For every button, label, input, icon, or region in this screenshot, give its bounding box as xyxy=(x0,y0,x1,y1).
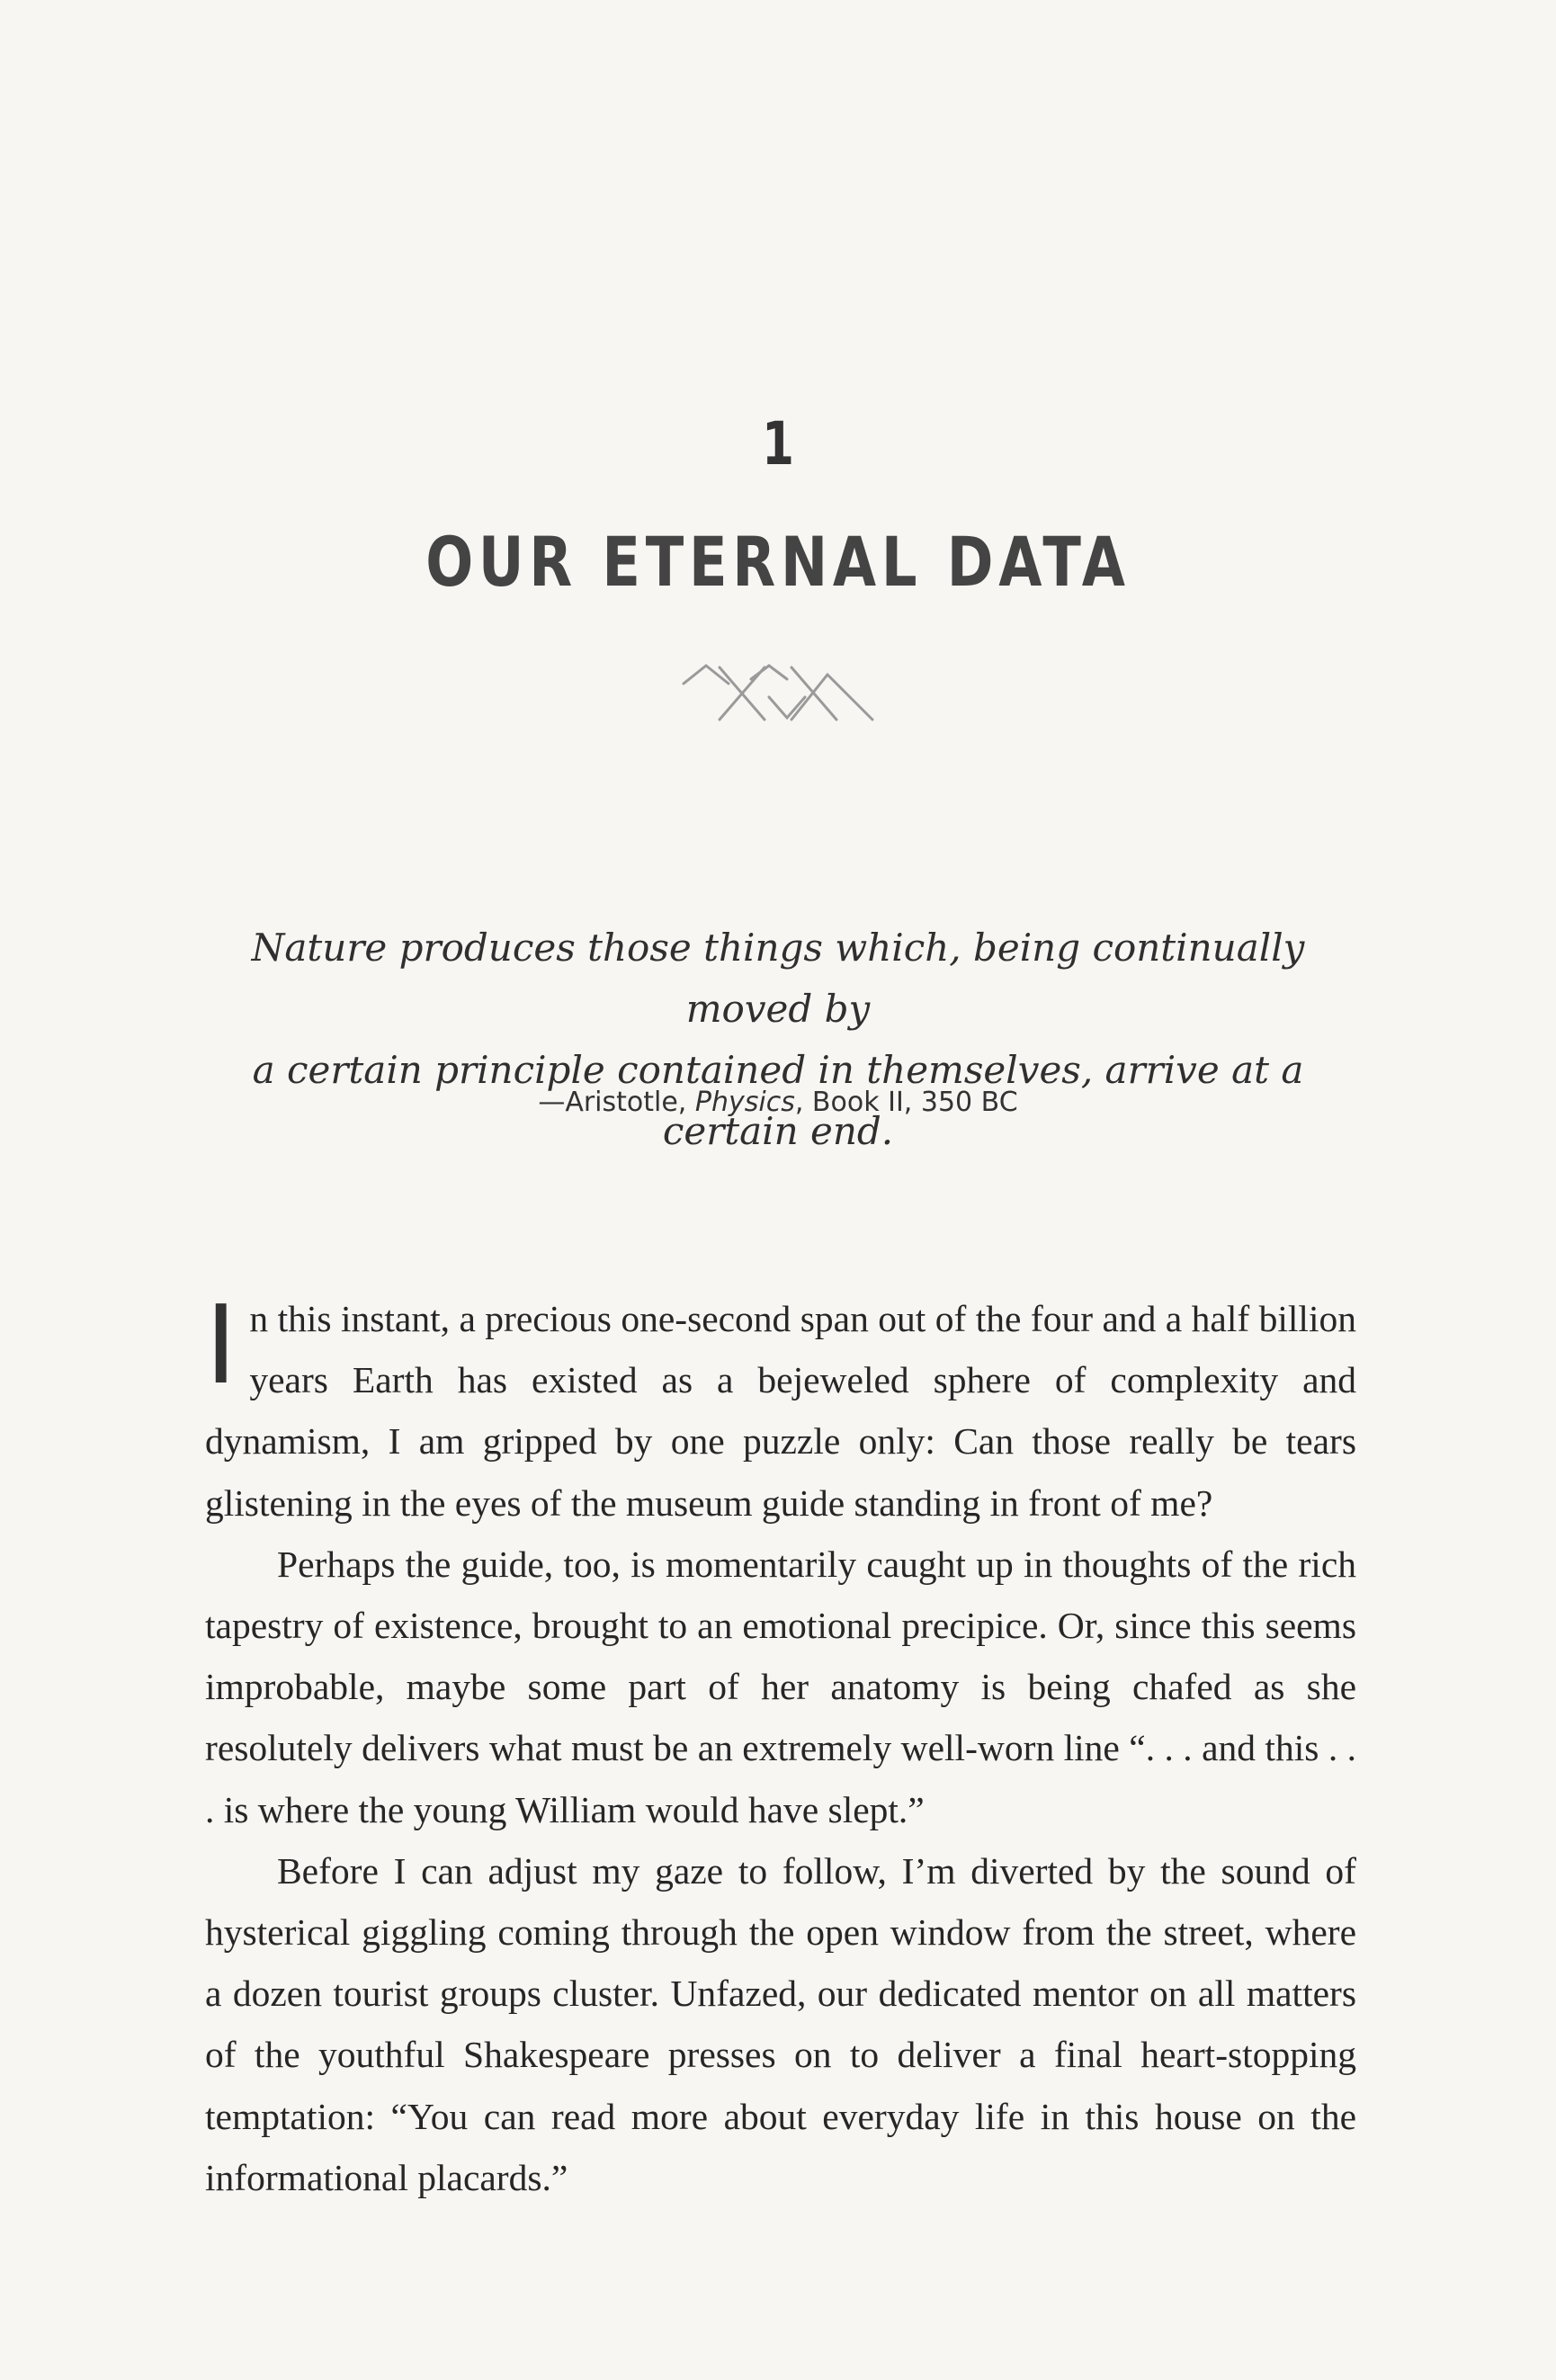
epigraph-line: Nature produces those things which, being continually moved by xyxy=(251,926,1305,1031)
epigraph-attribution xyxy=(0,1087,1556,1118)
attribution-author: —Aristotle, xyxy=(538,1087,695,1118)
drop-cap: I xyxy=(205,1284,237,1409)
paragraph: Perhaps the guide, too, is momentarily caught up in thoughts of the rich tapestry of existence, brought to an emotional precipice. Or, since this seems improbable, maybe some part of her anatomy is being chafed as she resolutely delivers what must be an extremely well-worn line “. . . and this . . . is where the young William would have slept.” xyxy=(205,1543,1356,1830)
attribution-details: , Book II, 350 BC xyxy=(794,1087,1018,1118)
paragraph: Before I can adjust my gaze to follow, I’m diverted by the sound of hysterical giggling coming through the open window from the street, where a dozen tourist groups cluster. Unfazed, our dedicated mentor on all matters of the youthful Shakespeare presses on to deliver a final heart-stopping temptation: “You can read more about everyday life in this house on the informational placards.” xyxy=(205,1849,1356,2198)
paragraph xyxy=(205,1284,1356,1534)
paragraph-text: n this instant, a precious one-second span out of the four and a half billion years Earth has existed as a bejeweled sphere of complexity and dynamism, I am gripped by one puzzle only: Can those really be tears glistening in the eyes of the museum guide standing in front of me? xyxy=(205,1298,1356,1524)
chapter-title: OUR ETERNAL DATA xyxy=(425,522,1131,602)
chapter-number: 1 xyxy=(762,409,794,479)
epigraph xyxy=(216,917,1340,1162)
body-text xyxy=(205,1284,1356,2208)
epigraph-line: a certain principle contained in themselves, arrive at a certain end. xyxy=(252,1048,1304,1153)
ornament-icon xyxy=(679,648,877,729)
attribution-work: Physics xyxy=(694,1087,795,1118)
